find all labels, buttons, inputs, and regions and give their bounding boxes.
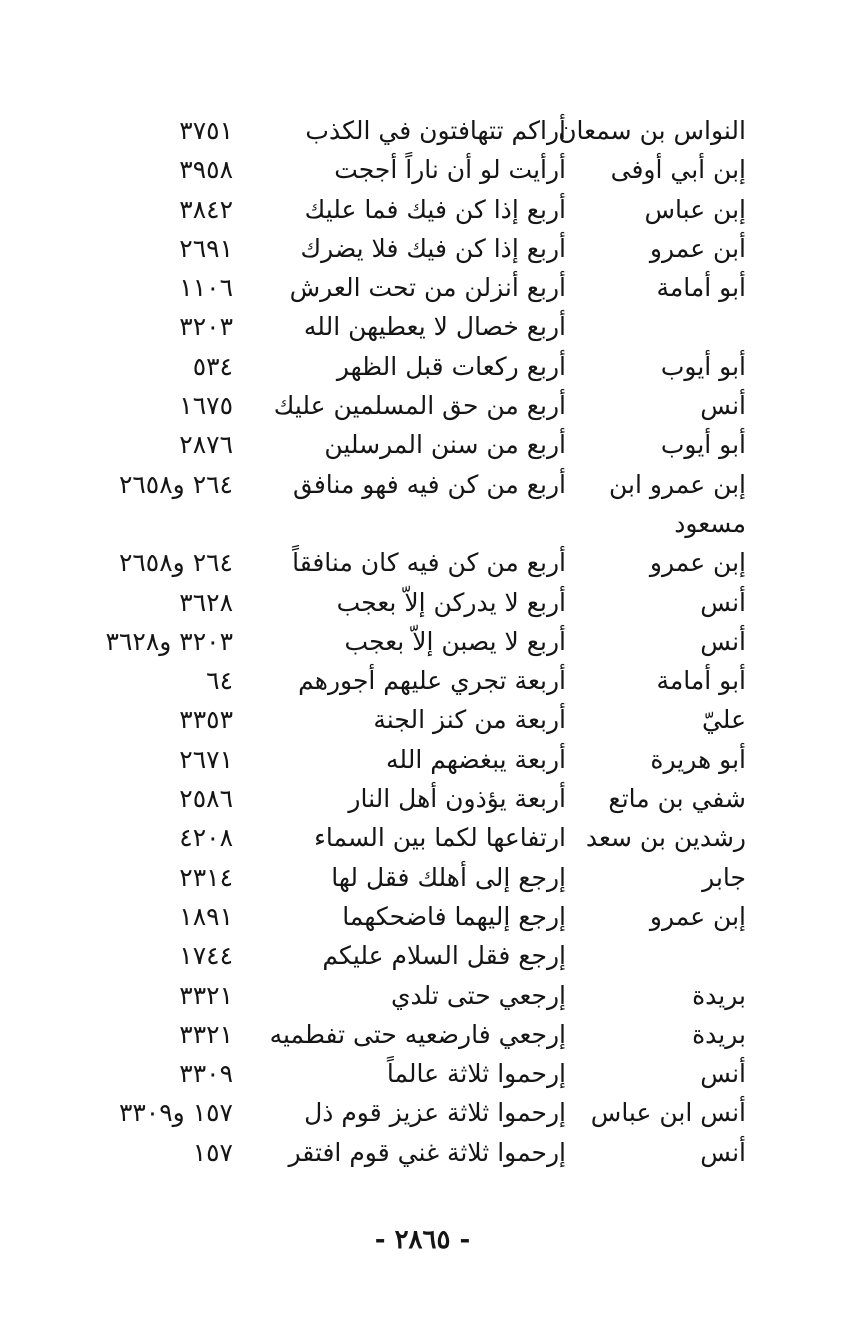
index-row: [0, 818, 845, 857]
hadith-incipit: أربع من كن فيه فهو منافق: [292, 469, 566, 499]
narrator-name: إبن عباس: [644, 194, 746, 224]
hadith-number: ٣٢٠٣ و٣٦٢٨: [105, 626, 233, 656]
index-row: [0, 622, 845, 661]
hadith-incipit: أربع لا يدركن إلاّ بعجب: [336, 587, 566, 617]
index-row: [0, 543, 845, 582]
hadith-incipit: أربع خصال لا يعطيهن الله: [303, 312, 566, 342]
hadith-incipit: أربع لا يصبن إلاّ بعجب: [344, 626, 566, 656]
narrator-name: أنس: [700, 1059, 746, 1089]
hadith-number: ٢٦٧١: [179, 744, 233, 774]
hadith-number: ٣٣٢١: [179, 1019, 233, 1049]
narrator-name: بريدة: [692, 1019, 746, 1049]
narrator-name: أنس: [700, 1137, 746, 1167]
hadith-number: ٤٢٠٨: [179, 823, 233, 853]
narrator-name: أنس: [700, 626, 746, 656]
index-row: [0, 465, 845, 504]
index-row: [0, 504, 845, 543]
index-row: [0, 307, 845, 346]
hadith-incipit: إرجعي فارضعيه حتى تفطميه: [269, 1019, 566, 1049]
hadith-incipit: إرجع إلى أهلك فقل لها: [331, 862, 566, 892]
hadith-incipit: أربعة تجري عليهم أجورهم: [298, 666, 566, 696]
hadith-number: ١٦٧٥: [179, 391, 233, 421]
index-row: [0, 1133, 845, 1172]
hadith-number: ١٨٩١: [179, 901, 233, 931]
index-row: [0, 425, 845, 464]
hadith-index-table: [0, 111, 845, 1172]
narrator-name: [591, 307, 746, 346]
index-row: [0, 936, 845, 975]
narrator-name: رشدين بن سعد: [585, 823, 746, 853]
hadith-incipit: أربع ركعات قبل الظهر: [336, 351, 566, 381]
hadith-number: ٢٦٩١: [179, 233, 233, 263]
narrator-name: عليّ: [701, 705, 746, 735]
hadith-number: ٢٣١٤: [179, 862, 233, 892]
hadith-incipit: أربعة من كنز الجنة: [373, 705, 566, 735]
hadith-number: ٢٥٨٦: [179, 784, 233, 814]
hadith-incipit: إرحموا ثلاثة عزيز قوم ذل: [304, 1098, 566, 1128]
narrator-name: أبو هريرة: [650, 744, 746, 774]
hadith-incipit: أربع إذا كن فيك فلا يضرك: [300, 233, 566, 263]
hadith-number: ٢٦٤ و٢٦٥٨: [118, 469, 233, 499]
index-row: [0, 150, 845, 189]
hadith-incipit: إرجعي حتى تلدي: [390, 980, 566, 1010]
hadith-number: ٣٣٠٩: [179, 1059, 233, 1089]
hadith-incipit: إرجع فقل السلام عليكم: [322, 941, 566, 971]
index-row: [0, 740, 845, 779]
hadith-number: ١٥٧ و٣٣٠٩: [118, 1098, 233, 1128]
hadith-number: ٣٢٠٣: [179, 312, 233, 342]
index-row: [0, 779, 845, 818]
hadith-number: ١١٠٦: [179, 273, 233, 303]
narrator-name: إبن عمرو ابن: [609, 469, 746, 499]
index-row: [0, 111, 845, 150]
index-row: [0, 268, 845, 307]
narrator-name: أبو أمامة: [656, 666, 746, 696]
hadith-incipit: إرحموا ثلاثة غني قوم افتقر: [288, 1137, 566, 1167]
index-row: [0, 190, 845, 229]
narrator-name: أبن عمرو: [649, 233, 746, 263]
narrator-name: إبن أبي أوفى: [610, 155, 746, 185]
hadith-incipit: أربع إذا كن فيك فما عليك: [304, 194, 566, 224]
hadith-number: ٥٣٤: [192, 351, 233, 381]
hadith-number: ١٥٧: [192, 1137, 233, 1167]
index-row: [0, 229, 845, 268]
narrator-name: أبو أيوب: [660, 430, 746, 460]
hadith-incipit: ارتفاعها لكما بين السماء: [314, 823, 566, 853]
hadith-number: [58, 504, 233, 543]
hadith-incipit: أربع من حق المسلمين عليك: [273, 391, 566, 421]
hadith-incipit: أراكم تتهافتون في الكذب: [305, 116, 566, 145]
index-row: [0, 583, 845, 622]
hadith-number: ٣٨٤٢: [179, 194, 233, 224]
hadith-incipit: أرأيت لو أن ناراً أججت: [334, 155, 566, 185]
hadith-number: ٣٣٥٣: [179, 705, 233, 735]
index-row: [0, 897, 845, 936]
narrator-name: إبن عمرو: [649, 548, 746, 578]
index-row: [0, 386, 845, 425]
index-row: [0, 347, 845, 386]
index-row: [0, 700, 845, 739]
hadith-number: ٣٧٥١: [179, 116, 233, 145]
narrator-name: إبن عمرو: [649, 901, 746, 931]
narrator-name: مسعود: [674, 508, 746, 538]
hadith-incipit: أربع من كن فيه كان منافقاً: [292, 548, 566, 578]
narrator-name: أنس ابن عباس: [590, 1098, 746, 1128]
narrator-name: أنس: [700, 587, 746, 617]
index-row: [0, 858, 845, 897]
hadith-number: ٣٩٥٨: [179, 155, 233, 185]
index-row: [0, 1054, 845, 1093]
hadith-incipit: أربع أنزلن من تحت العرش: [289, 273, 566, 303]
hadith-incipit: أربعة يؤذون أهل النار: [348, 784, 566, 814]
hadith-number: ١٧٤٤: [179, 941, 233, 971]
hadith-number: ٢٦٤ و٢٦٥٨: [118, 548, 233, 578]
hadith-number: ٢٨٧٦: [179, 430, 233, 460]
index-row: [0, 661, 845, 700]
hadith-incipit: إرجع إليهما فاضحكهما: [342, 901, 566, 931]
hadith-number: ٣٦٢٨: [179, 587, 233, 617]
narrator-name: أبو أمامة: [656, 273, 746, 303]
narrator-name: [591, 936, 746, 975]
narrator-name: بريدة: [692, 980, 746, 1010]
hadith-incipit: [236, 504, 566, 543]
narrator-name: جابر: [702, 862, 746, 892]
page-number: - ٢٨٦٥ -: [374, 1225, 471, 1255]
index-row: [0, 1015, 845, 1054]
narrator-name: شفي بن ماتع: [608, 784, 746, 814]
narrator-name: أنس: [700, 391, 746, 421]
hadith-number: ٦٤: [206, 666, 233, 696]
hadith-incipit: أربعة يبغضهم الله: [386, 744, 566, 774]
narrator-name: أبو أيوب: [660, 351, 746, 381]
hadith-incipit: أربع من سنن المرسلين: [324, 430, 566, 460]
hadith-incipit: إرحموا ثلاثة عالماً: [386, 1059, 566, 1089]
hadith-number: ٣٣٢١: [179, 980, 233, 1010]
index-row: [0, 976, 845, 1015]
narrator-name: النواس بن سمعان: [558, 116, 746, 145]
index-row: [0, 1093, 845, 1132]
